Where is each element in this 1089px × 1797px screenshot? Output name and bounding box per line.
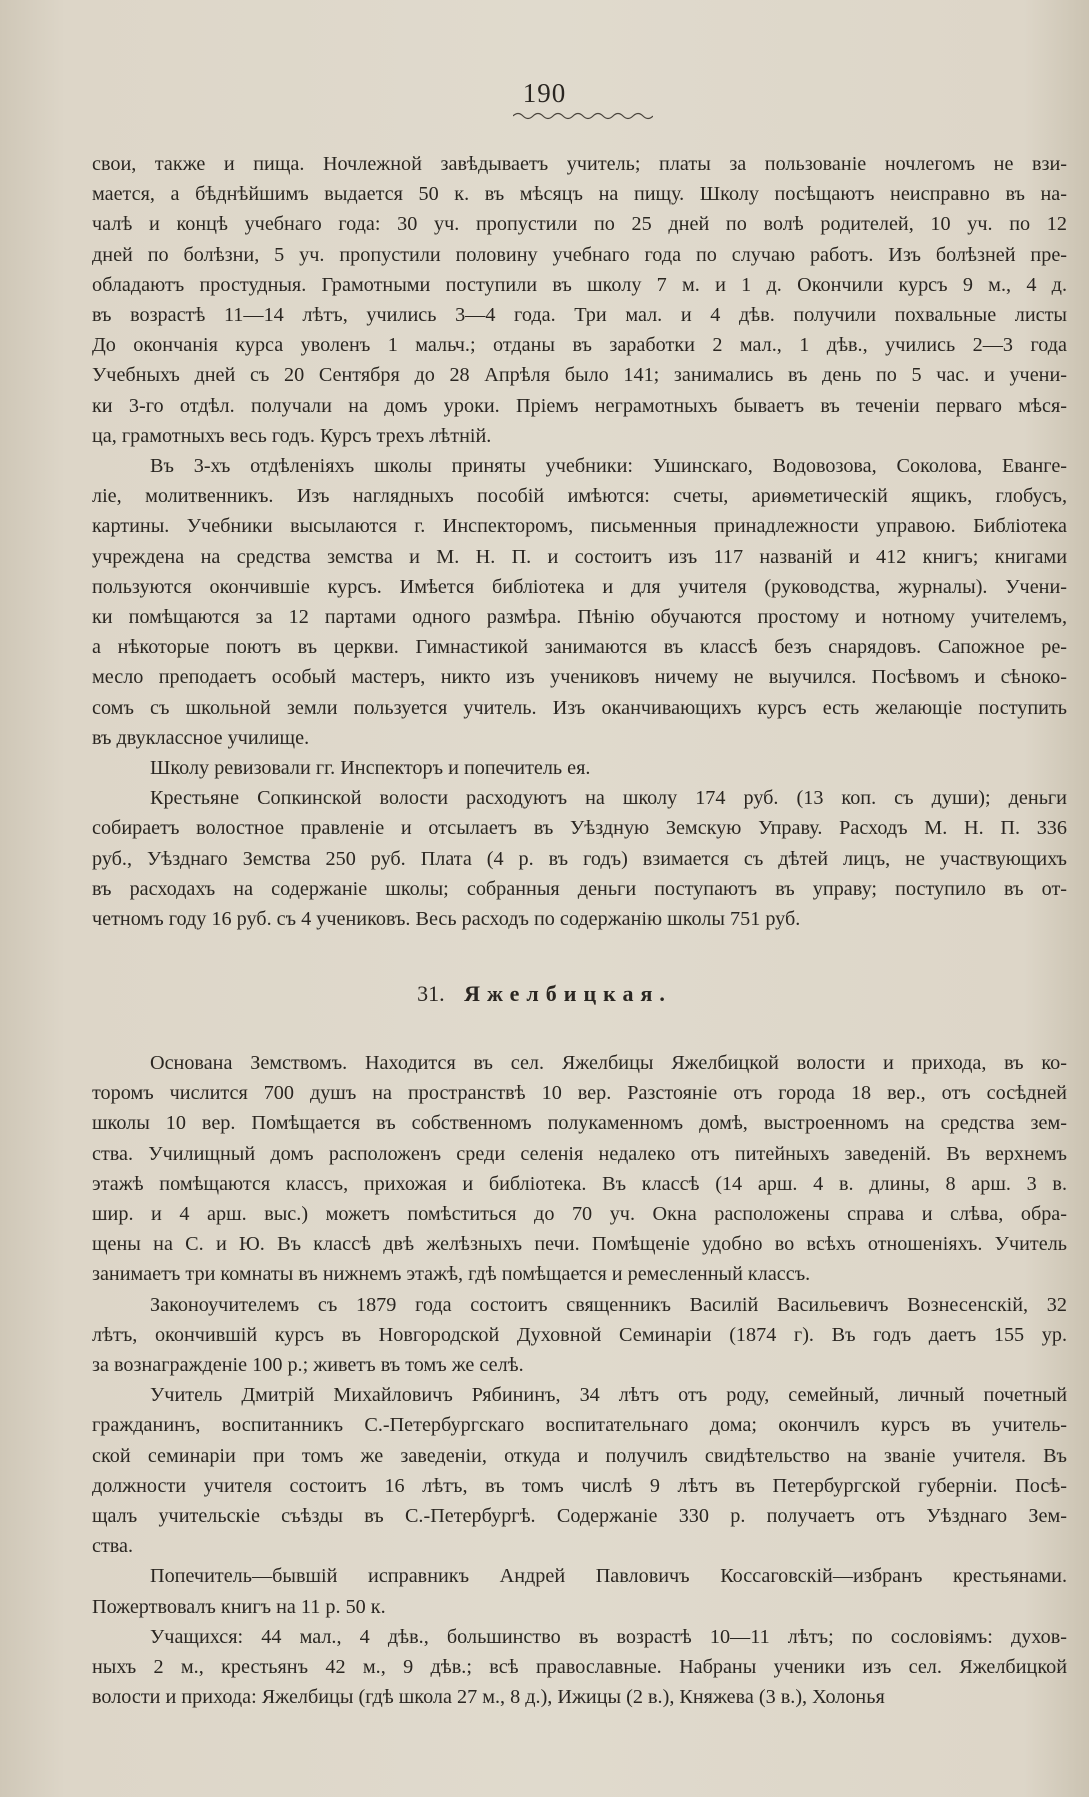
text-line: лѣтъ, окончившій курсъ въ Новгородской Духовной Семинаріи (1874 г). Въ годъ даетъ 155 ур. <box>92 1323 1067 1346</box>
text-line: ки 3-го отдѣл. получали на домъ уроки. Пріемъ неграмотныхъ бываетъ въ теченіи перваго мѣся- <box>92 394 1067 417</box>
text-line: ства. <box>92 1535 134 1558</box>
text-line: месло преподаетъ особый мастеръ, никто изъ учениковъ ничему не выучился. Посѣвомъ и сѣноко- <box>92 666 1067 689</box>
text-line: Школу ревизовали гг. Инспекторъ и попечитель ея. <box>150 757 591 780</box>
text-line: ства. Училищный домъ расположенъ среди селенія недалеко отъ питейныхъ заведеній. Въ верхнемъ <box>92 1142 1067 1165</box>
text-line: Попечитель—бывшій исправникъ Андрей Павловичъ Коссаговскій—избранъ крестьянами. <box>150 1565 1067 1588</box>
text-line: Учитель Дмитрій Михайловичъ Рябининъ, 34 лѣтъ отъ роду, семейный, личный почетный <box>150 1384 1067 1407</box>
paragraph <box>92 451 1067 753</box>
paragraph <box>92 783 1067 934</box>
text-line: дней по болѣзни, 5 уч. пропустили половину учебнаго года по случаю работъ. Изъ болѣзней пре- <box>92 243 1067 266</box>
paragraph <box>92 1048 1067 1290</box>
section-number: 31. <box>417 981 445 1006</box>
text-line: сомъ съ школьной земли пользуется учитель. Изъ оканчивающихъ курсъ есть желающіе поступить <box>92 696 1067 719</box>
text-line: свои, также и пища. Ночлежной завѣдываетъ учитель; платы за пользованіе ночлегомъ не взи- <box>92 153 1067 175</box>
text-line: гражданинъ, воспитанникъ С.-Петербургскаго воспитательнаго дома; окончилъ курсъ въ учитель- <box>92 1414 1067 1437</box>
text-line: руб., Уѣзднаго Земства 250 руб. Плата (4 р. въ годъ) взимается съ дѣтей лицъ, не участвующихъ <box>92 847 1067 870</box>
text-line: въ возрастѣ 11—14 лѣтъ, учились 3—4 года. Три мал. и 4 дѣв. получили похвальные листы <box>92 304 1067 327</box>
text-line: Пожертвовалъ книгъ на 11 р. 50 к. <box>92 1595 386 1618</box>
text-line: картины. Учебники высылаются г. Инспекторомъ, письменныя принадлежности управою. Библіотека <box>92 515 1067 538</box>
text-line: Основана Земствомъ. Находится въ сел. Яжелбицы Яжелбицкой волости и прихода, въ ко- <box>150 1052 1067 1074</box>
text-line: Учащихся: 44 мал., 4 дѣв., большинство въ возрастѣ 10—11 лѣтъ; по сословіямъ: духов- <box>150 1625 1067 1648</box>
paragraph <box>92 1290 1067 1381</box>
page-number: 190 <box>522 78 567 108</box>
text-block-bottom <box>92 1048 1067 1712</box>
text-line: за вознагражденіе 100 р.; живетъ въ томъ же селѣ. <box>92 1354 524 1377</box>
paragraph <box>92 1561 1067 1621</box>
text-line: должности учителя состоитъ 16 лѣтъ, въ томъ числѣ 9 лѣтъ въ Петербургской губерніи. Посѣ- <box>92 1474 1067 1497</box>
paragraph <box>92 1622 1067 1713</box>
text-line: До окончанія курса уволенъ 1 мальч.; отданы въ заработки 2 мал., 1 дѣв., учились 2—3 года <box>92 334 1067 357</box>
text-line: четномъ году 16 руб. съ 4 учениковъ. Весь расходъ по содержанію школы 751 руб. <box>92 908 801 931</box>
text-line: въ двуклассное училище. <box>92 726 310 749</box>
text-line: Въ 3-хъ отдѣленіяхъ школы приняты учебники: Ушинскаго, Водовозова, Соколова, Еванге- <box>150 455 1067 478</box>
text-line: чалѣ и концѣ учебнаго года: 30 уч. пропустили по 25 дней по волѣ родителей, 10 уч. по 12 <box>92 213 1067 236</box>
section-title: Яжелбицкая. <box>464 981 672 1006</box>
paragraph <box>92 149 1067 451</box>
text-line: ки помѣщаются за 12 партами одного размѣра. Пѣнію обучаются простому и нотному учителемъ, <box>92 606 1067 629</box>
text-line: ліе, молитвенникъ. Изъ наглядныхъ пособій имѣются: счеты, ариѳметическій ящикъ, глобусъ, <box>92 485 1067 508</box>
text-line: волости и прихода: Яжелбицы (гдѣ школа 27 м., 8 д.), Ижицы (2 в.), Княжева (3 в.), Холонья <box>92 1686 885 1709</box>
text-line: въ расходахъ на содержаніе школы; собранныя деньги поступаютъ въ управу; поступило въ от- <box>92 877 1067 900</box>
text-line: ныхъ 2 м., крестьянъ 42 м., 9 дѣв.; всѣ православные. Набраны ученики изъ сел. Яжелбицкой <box>92 1656 1067 1679</box>
text-line: обладаютъ простудныя. Грамотными поступили въ школу 7 м. и 1 д. Окончили курсъ 9 м., 4 д. <box>92 273 1067 296</box>
text-line: Законоучителемъ съ 1879 года состоитъ священникъ Василій Васильевичъ Вознесенскій, 32 <box>150 1293 1067 1316</box>
text-line: мается, а бѣднѣйшимъ выдается 50 к. въ мѣсяцъ на пищу. Школу посѣщаютъ неисправно въ на- <box>92 183 1067 206</box>
text-line: школы 10 вер. Помѣщается въ собственномъ полукаменномъ домѣ, выстроенномъ на средства зем- <box>92 1112 1067 1135</box>
text-line: ской семинаріи при томъ же заведеніи, откуда и получилъ свидѣтельство на званіе учителя. Въ <box>92 1444 1067 1467</box>
text-line: пользуются окончившіе курсъ. Имѣется библіотека и для учителя (руководства, журналы). Учени- <box>92 575 1067 598</box>
text-line: шир. и 4 арш. выс.) можетъ помѣститься до 70 уч. Окна расположены справа и слѣва, обра- <box>92 1203 1067 1226</box>
page-number-ornament <box>513 110 653 120</box>
text-line: учреждена на средства земства и М. Н. П. и состоитъ изъ 117 названій и 412 книгъ; книгами <box>92 545 1067 568</box>
text-line: щалъ учительскіе съѣзды въ С.-Петербургѣ. Содержаніе 330 р. получаетъ отъ Уѣзднаго Зем- <box>92 1505 1067 1528</box>
paragraph <box>92 1380 1067 1561</box>
section-heading <box>0 981 1089 1007</box>
paragraph <box>92 753 1067 783</box>
text-line: занимаетъ три комнаты въ нижнемъ этажѣ, гдѣ помѣщается и ремесленный классъ. <box>92 1263 811 1286</box>
text-line: Крестьяне Сопкинской волости расходуютъ на школу 174 руб. (13 коп. съ души); деньги <box>150 787 1067 810</box>
text-line: щены на С. и Ю. Въ классѣ двѣ желѣзныхъ печи. Помѣщеніе удобно во всѣхъ отношеніяхъ. Учитель <box>92 1233 1067 1256</box>
text-block-top <box>92 149 1067 934</box>
text-line: этажѣ помѣщаются классъ, прихожая и библіотека. Въ классѣ (14 арш. 4 в. длины, 8 арш. 3 в. <box>92 1172 1067 1195</box>
text-line: ца, грамотныхъ весь годъ. Курсъ трехъ лѣтній. <box>92 424 492 447</box>
text-line: собираетъ волостное правленіе и отсылаетъ въ Уѣздную Земскую Управу. Расходъ М. Н. П. 336 <box>92 817 1067 840</box>
text-line: Учебныхъ дней съ 20 Сентября до 28 Апрѣля было 141; занимались въ день по 5 час. и учени- <box>92 364 1067 387</box>
text-line: а нѣкоторые поютъ въ церкви. Гимнастикой занимаются въ классѣ безъ снарядовъ. Сапожное ре- <box>92 636 1067 659</box>
text-line: торомъ числится 700 душъ на пространствѣ 10 вер. Разстояніе отъ города 18 вер., отъ сосѣдней <box>92 1082 1067 1105</box>
